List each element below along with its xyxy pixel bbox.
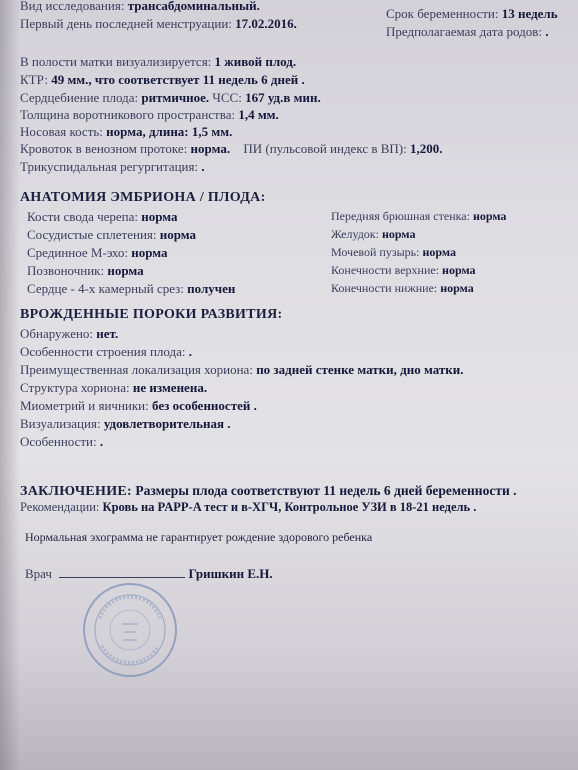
- nuchal-value: 1,4 мм.: [238, 107, 279, 122]
- detected-value: нет.: [96, 326, 119, 341]
- bladder-label: Мочевой пузырь:: [331, 245, 420, 259]
- hr-value: 167 уд.в мин.: [245, 90, 321, 105]
- anatomy-right-row: [331, 281, 474, 296]
- heartbeat-value: ритмичное.: [141, 90, 210, 105]
- venous-label: Кровоток в венозном протоке:: [20, 141, 188, 156]
- anatomy-title: АНАТОМИЯ ЭМБРИОНА / ПЛОДА:: [20, 190, 266, 205]
- page-shadow: [0, 0, 20, 770]
- defects-row: [20, 398, 257, 413]
- myometrium-label: Миометрий и яичники:: [20, 398, 149, 413]
- abdominal-wall-value: норма: [472, 209, 507, 223]
- tricuspid-value: .: [201, 159, 205, 174]
- defects-row: [20, 416, 231, 431]
- defects-row: [20, 362, 464, 377]
- tricuspid-label: Трикуспидальная регургитация:: [20, 159, 199, 174]
- heartbeat-label: Сердцебиение плода:: [20, 90, 139, 105]
- term-row: [386, 6, 558, 21]
- last-period-label: Первый день последней менструации:: [20, 16, 232, 31]
- upper-limbs-label: Конечности верхние:: [331, 263, 440, 277]
- heart-value: получен: [187, 281, 236, 296]
- recommendation-row: [20, 500, 476, 515]
- disclaimer: Нормальная эхограмма не гарантирует рождение здорового ребенка: [25, 530, 373, 544]
- due-date-row: [386, 24, 549, 39]
- study-type-value: трансабдоминальный.: [127, 0, 260, 13]
- stomach-label: Желудок:: [331, 227, 379, 241]
- venous-row: [20, 141, 442, 156]
- features-value: .: [99, 434, 104, 449]
- midline-label: Срединное М-эхо:: [27, 245, 129, 260]
- defects-row: [20, 326, 118, 341]
- due-date-label: Предполагаемая дата родов:: [386, 24, 543, 39]
- anatomy-right-row: [331, 209, 506, 224]
- myometrium-value: без особенностей .: [152, 398, 257, 413]
- due-date-value: .: [545, 24, 549, 39]
- chorion-structure-value: не изменена.: [132, 380, 208, 395]
- term-value: 13 недель: [501, 6, 558, 21]
- spine-value: норма: [107, 263, 144, 278]
- nasal-row: [20, 124, 232, 139]
- lower-limbs-label: Конечности нижние:: [331, 281, 438, 295]
- conclusion-row: [20, 483, 517, 499]
- anatomy-right-row: [331, 245, 456, 260]
- conclusion-text: Размеры плода соответствуют 11 недель 6 дней беременности .: [135, 483, 517, 498]
- anatomy-left-row: [27, 227, 196, 242]
- last-period-value: 17.02.2016.: [235, 16, 297, 31]
- anatomy-left-row: [27, 209, 178, 224]
- bladder-value: норма: [422, 245, 456, 259]
- ktr-label: КТР:: [20, 72, 48, 87]
- midline-value: норма: [131, 245, 168, 260]
- cavity-label: В полости матки визуализируется:: [20, 54, 212, 69]
- recommendation-value: Кровь на PAPP-A тест и в-ХГЧ, Контрольное УЗИ в 18-21 недель .: [102, 500, 477, 514]
- upper-limbs-value: норма: [442, 263, 476, 277]
- defects-title: ВРОЖДЕННЫЕ ПОРОКИ РАЗВИТИЯ:: [20, 307, 283, 322]
- stomach-value: норма: [381, 227, 416, 241]
- doctor-label: Врач: [25, 566, 52, 581]
- visualization-value: удовлетворительная .: [103, 416, 231, 431]
- defects-row: [20, 344, 192, 359]
- defects-row: [20, 380, 207, 395]
- signature-row: [25, 566, 273, 581]
- spine-label: Позвоночник:: [27, 263, 105, 278]
- nuchal-row: [20, 107, 279, 122]
- hr-label: ЧСС:: [212, 90, 242, 105]
- plexus-label: Сосудистые сплетения:: [27, 227, 157, 242]
- pi-label: ПИ (пульсовой индекс в ВП):: [243, 141, 407, 156]
- anatomy-left-row: [27, 281, 235, 296]
- nuchal-label: Толщина воротникового пространства:: [20, 107, 236, 122]
- doctor-name: Гришкин Е.Н.: [188, 566, 273, 581]
- cavity-value: 1 живой плод.: [214, 54, 297, 69]
- defects-row: [20, 434, 103, 449]
- detected-label: Обнаружено:: [20, 326, 94, 341]
- nasal-value: норма, длина: 1,5 мм.: [106, 124, 233, 139]
- term-label: Срок беременности:: [386, 6, 499, 21]
- abdominal-wall-label: Передняя брюшная стенка:: [331, 209, 470, 223]
- recommendation-label: Рекомендации:: [20, 500, 100, 514]
- heartbeat-row: [20, 90, 321, 105]
- chorion-structure-label: Структура хориона:: [20, 380, 130, 395]
- signature-line: [59, 567, 185, 578]
- cavity-row: [20, 54, 296, 69]
- anatomy-left-row: [27, 245, 168, 260]
- chorion-location-value: по задней стенке матки, дно матки.: [256, 362, 464, 377]
- features-label: Особенности:: [20, 434, 97, 449]
- anatomy-right-row: [331, 263, 476, 278]
- study-type-row: [20, 0, 260, 13]
- anatomy-right-row: [331, 227, 415, 242]
- structure-label: Особенности строения плода:: [20, 344, 186, 359]
- tricuspid-row: [20, 159, 205, 174]
- skull-label: Кости свода черепа:: [27, 209, 139, 224]
- visualization-label: Визуализация:: [20, 416, 101, 431]
- doctor-stamp: [80, 580, 180, 680]
- anatomy-left-row: [27, 263, 144, 278]
- last-period-row: [20, 16, 297, 31]
- ktr-row: [20, 72, 305, 87]
- venous-value: норма.: [190, 141, 231, 156]
- study-type-label: Вид исследования:: [20, 0, 125, 13]
- heart-label: Сердце - 4-х камерный срез:: [27, 281, 184, 296]
- nasal-label: Носовая кость:: [20, 124, 103, 139]
- ktr-value: 49 мм., что соответствует 11 недель 6 дней .: [51, 72, 305, 87]
- skull-value: норма: [141, 209, 178, 224]
- plexus-value: норма: [159, 227, 197, 242]
- conclusion-title: ЗАКЛЮЧЕНИЕ:: [20, 484, 133, 499]
- chorion-location-label: Преимущественная локализация хориона:: [20, 362, 253, 377]
- pi-value: 1,200.: [409, 141, 443, 156]
- lower-limbs-value: норма: [440, 281, 474, 295]
- structure-value: .: [188, 344, 193, 359]
